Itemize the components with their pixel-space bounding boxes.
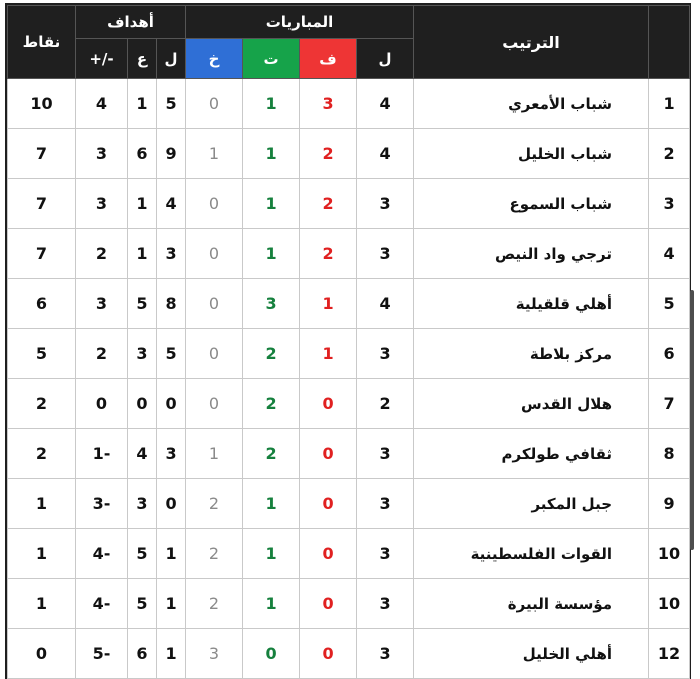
goals-for-cell: 1 (157, 529, 186, 579)
played-cell: 3 (357, 179, 414, 229)
points-cell: 2 (8, 379, 76, 429)
goal-diff-cell: 1- (76, 429, 128, 479)
points-cell: 1 (8, 579, 76, 629)
rank-cell: 8 (649, 429, 690, 479)
table-row (8, 129, 690, 179)
played-cell: 4 (357, 129, 414, 179)
won-cell: 1 (300, 279, 357, 329)
points-cell: 2 (8, 429, 76, 479)
table-row (8, 79, 690, 129)
goals-against-cell: 5 (128, 279, 157, 329)
header-ranking: الترتيب (414, 6, 649, 79)
goal-diff-cell: 5- (76, 629, 128, 679)
header-matches-group: المباريات (186, 6, 414, 39)
played-cell: 3 (357, 579, 414, 629)
drawn-cell: 2 (243, 429, 300, 479)
header-drawn: ت (243, 39, 300, 79)
lost-cell: 2 (186, 479, 243, 529)
points-cell: 7 (8, 179, 76, 229)
rank-cell: 3 (649, 179, 690, 229)
won-cell: 3 (300, 79, 357, 129)
lost-cell: 0 (186, 279, 243, 329)
goals-for-cell: 8 (157, 279, 186, 329)
played-cell: 4 (357, 79, 414, 129)
rank-cell: 2 (649, 129, 690, 179)
goals-for-cell: 3 (157, 229, 186, 279)
rank-cell: 4 (649, 229, 690, 279)
drawn-cell: 1 (243, 479, 300, 529)
drawn-cell: 1 (243, 229, 300, 279)
played-cell: 3 (357, 529, 414, 579)
header-goals-for: ل (157, 39, 186, 79)
goal-diff-cell: 3 (76, 179, 128, 229)
lost-cell: 0 (186, 229, 243, 279)
goals-for-cell: 5 (157, 79, 186, 129)
table-row (8, 229, 690, 279)
played-cell: 4 (357, 279, 414, 329)
rank-cell: 9 (649, 479, 690, 529)
table-row (8, 279, 690, 329)
played-cell: 3 (357, 429, 414, 479)
points-cell: 1 (8, 529, 76, 579)
goal-diff-cell: 2 (76, 329, 128, 379)
team-name[interactable]: ثقافي طولكرم (414, 429, 649, 479)
table-row (8, 429, 690, 479)
goal-diff-cell: 0 (76, 379, 128, 429)
lost-cell: 3 (186, 629, 243, 679)
goals-for-cell: 1 (157, 579, 186, 629)
header-goals-group: أهداف (76, 6, 186, 39)
goals-against-cell: 3 (128, 479, 157, 529)
table-row (8, 529, 690, 579)
rank-cell: 7 (649, 379, 690, 429)
goals-against-cell: 4 (128, 429, 157, 479)
points-cell: 0 (8, 629, 76, 679)
goal-diff-cell: 2 (76, 229, 128, 279)
goals-against-cell: 6 (128, 129, 157, 179)
header-goals-against: ع (128, 39, 157, 79)
header-row-top (8, 6, 690, 39)
standings-table-frame (5, 3, 691, 679)
goal-diff-cell: 3- (76, 479, 128, 529)
goal-diff-cell: 3 (76, 279, 128, 329)
team-name[interactable]: جبل المكبر (414, 479, 649, 529)
team-name[interactable]: أهلي قلقيلية (414, 279, 649, 329)
lost-cell: 0 (186, 379, 243, 429)
drawn-cell: 1 (243, 79, 300, 129)
drawn-cell: 3 (243, 279, 300, 329)
drawn-cell: 0 (243, 629, 300, 679)
lost-cell: 2 (186, 579, 243, 629)
won-cell: 2 (300, 129, 357, 179)
team-name[interactable]: شباب الخليل (414, 129, 649, 179)
won-cell: 0 (300, 529, 357, 579)
team-name[interactable]: مركز بلاطة (414, 329, 649, 379)
rank-cell: 10 (649, 529, 690, 579)
goals-against-cell: 3 (128, 329, 157, 379)
table-row (8, 379, 690, 429)
header-lost: خ (186, 39, 243, 79)
goals-for-cell: 3 (157, 429, 186, 479)
won-cell: 2 (300, 229, 357, 279)
table-row (8, 579, 690, 629)
drawn-cell: 1 (243, 529, 300, 579)
played-cell: 3 (357, 329, 414, 379)
goals-against-cell: 1 (128, 229, 157, 279)
vertical-scrollbar[interactable] (690, 290, 694, 550)
won-cell: 2 (300, 179, 357, 229)
drawn-cell: 1 (243, 579, 300, 629)
table-row (8, 479, 690, 529)
team-name[interactable]: شباب الأمعري (414, 79, 649, 129)
won-cell: 0 (300, 429, 357, 479)
goal-diff-cell: 3 (76, 129, 128, 179)
lost-cell: 1 (186, 129, 243, 179)
drawn-cell: 1 (243, 179, 300, 229)
lost-cell: 0 (186, 329, 243, 379)
team-name[interactable]: ترجي واد النيص (414, 229, 649, 279)
header-points: نقاط (8, 6, 76, 79)
goals-against-cell: 6 (128, 629, 157, 679)
table-row (8, 329, 690, 379)
team-name[interactable]: شباب السموع (414, 179, 649, 229)
won-cell: 0 (300, 629, 357, 679)
points-cell: 10 (8, 79, 76, 129)
lost-cell: 2 (186, 529, 243, 579)
drawn-cell: 2 (243, 379, 300, 429)
points-cell: 1 (8, 479, 76, 529)
won-cell: 0 (300, 479, 357, 529)
table-row (8, 179, 690, 229)
goals-for-cell: 0 (157, 479, 186, 529)
rank-cell: 12 (649, 629, 690, 679)
played-cell: 3 (357, 229, 414, 279)
goals-against-cell: 0 (128, 379, 157, 429)
table-row (8, 629, 690, 679)
won-cell: 0 (300, 579, 357, 629)
played-cell: 3 (357, 479, 414, 529)
won-cell: 0 (300, 379, 357, 429)
lost-cell: 1 (186, 429, 243, 479)
lost-cell: 0 (186, 179, 243, 229)
goals-against-cell: 1 (128, 79, 157, 129)
team-name[interactable]: أهلي الخليل (414, 629, 649, 679)
points-cell: 7 (8, 229, 76, 279)
goals-against-cell: 1 (128, 179, 157, 229)
drawn-cell: 1 (243, 129, 300, 179)
played-cell: 3 (357, 629, 414, 679)
won-cell: 1 (300, 329, 357, 379)
goals-for-cell: 4 (157, 179, 186, 229)
goals-against-cell: 5 (128, 529, 157, 579)
points-cell: 6 (8, 279, 76, 329)
team-name[interactable]: هلال القدس (414, 379, 649, 429)
team-name[interactable]: مؤسسة البيرة (414, 579, 649, 629)
rank-cell: 1 (649, 79, 690, 129)
goals-for-cell: 1 (157, 629, 186, 679)
goal-diff-cell: 4- (76, 529, 128, 579)
rank-cell: 6 (649, 329, 690, 379)
drawn-cell: 2 (243, 329, 300, 379)
header-won: ف (300, 39, 357, 79)
points-cell: 7 (8, 129, 76, 179)
points-cell: 5 (8, 329, 76, 379)
header-rank-blank (649, 6, 690, 79)
goal-diff-cell: 4- (76, 579, 128, 629)
goal-diff-cell: 4 (76, 79, 128, 129)
goals-for-cell: 0 (157, 379, 186, 429)
played-cell: 2 (357, 379, 414, 429)
goals-for-cell: 9 (157, 129, 186, 179)
rank-cell: 5 (649, 279, 690, 329)
lost-cell: 0 (186, 79, 243, 129)
header-goal-diff: +/- (76, 39, 128, 79)
rank-cell: 10 (649, 579, 690, 629)
standings-table (7, 5, 690, 679)
goals-against-cell: 5 (128, 579, 157, 629)
header-played: ل (357, 39, 414, 79)
goals-for-cell: 5 (157, 329, 186, 379)
team-name[interactable]: القوات الفلسطينية (414, 529, 649, 579)
